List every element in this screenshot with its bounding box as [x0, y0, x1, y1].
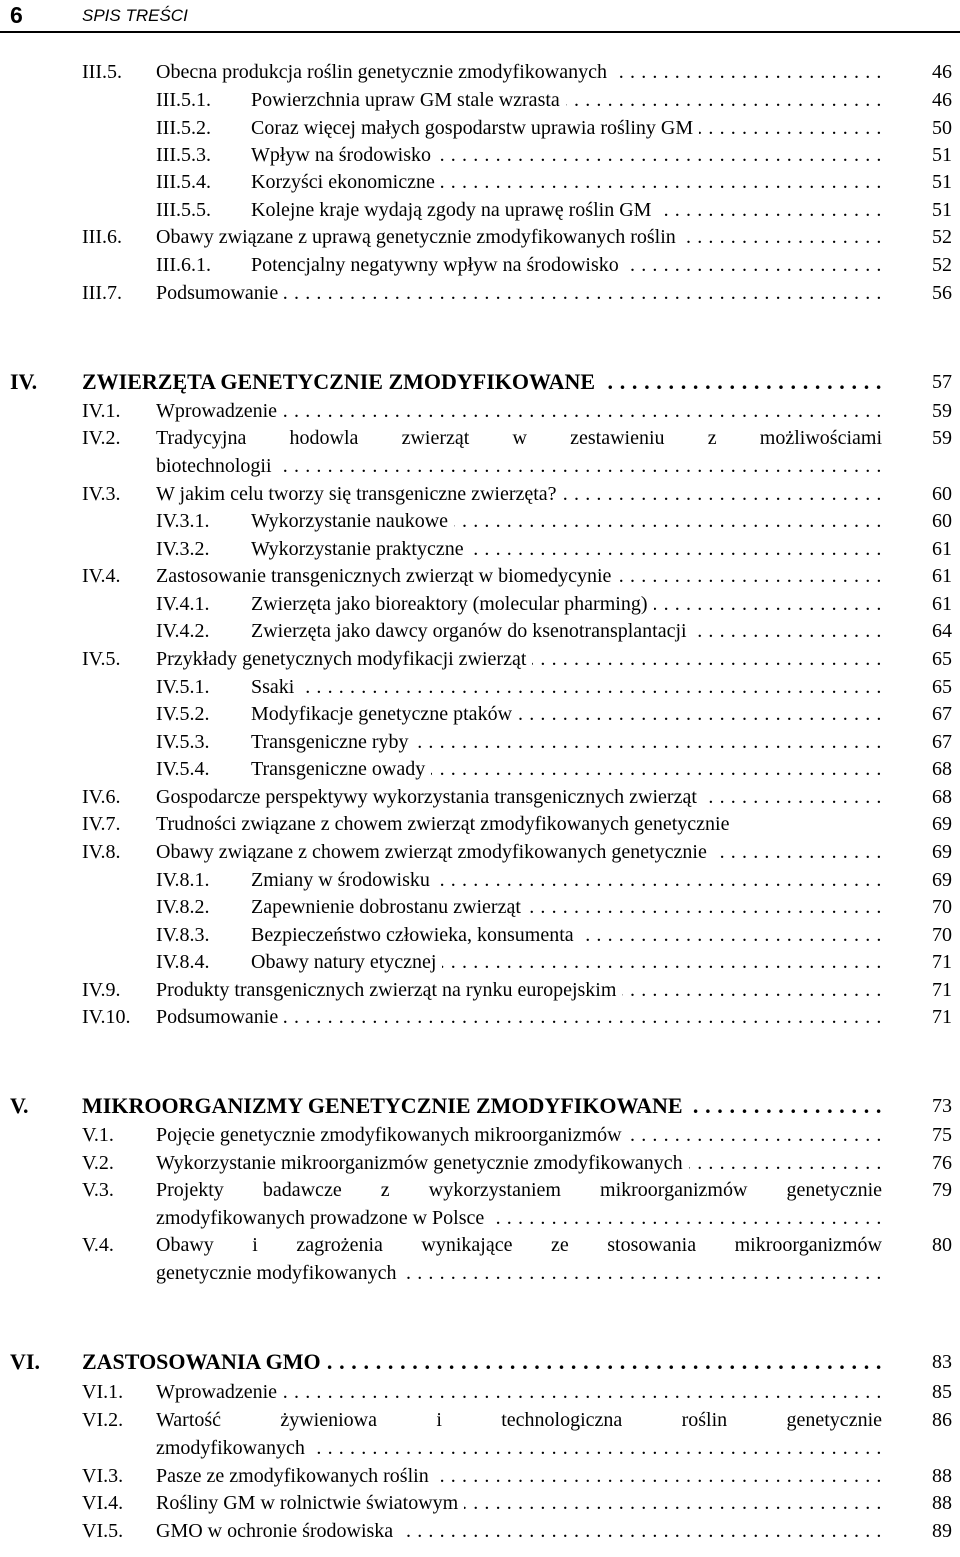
toc-entry-title	[156, 397, 882, 425]
toc-entry-title-text: Trudności związane z chowem zwierząt zmodyfikowanych genetycznie	[156, 813, 735, 835]
toc-entry[interactable]	[0, 562, 960, 590]
toc-entry[interactable]	[0, 480, 960, 508]
toc-entry-title	[251, 141, 882, 169]
toc-entry-title	[251, 251, 882, 279]
toc-entry-title	[156, 58, 882, 86]
toc-entry-title	[251, 673, 882, 701]
toc-entry-page: 71	[932, 1006, 952, 1028]
toc-entry-title-text: Podsumowanie	[156, 282, 284, 304]
toc-entry-title	[156, 1003, 882, 1031]
toc-entry-number: III.5.4.	[156, 171, 211, 193]
toc-entry-title-line1: Wartość żywieniowa i technologiczna roślin genetycznie	[156, 1409, 882, 1431]
toc-entry[interactable]	[0, 921, 960, 949]
toc-entry-title-text: Obawy związane z chowem zwierząt zmodyfikowanych genetycznie	[156, 841, 713, 863]
toc-entry[interactable]	[0, 728, 960, 756]
toc-entry-page: 67	[932, 731, 952, 753]
toc-entry-title	[156, 1204, 882, 1232]
toc-entry-title-text: zmodyfikowanych prowadzone w Polsce	[156, 1207, 490, 1229]
toc-entry-number: IV.2.	[82, 427, 121, 449]
toc-entry-page: 52	[932, 254, 952, 276]
toc-entry-title	[156, 452, 882, 480]
toc-entry-title-text: Powierzchnia upraw GM stale wzrasta	[251, 89, 566, 111]
page-number: 6	[10, 2, 23, 28]
toc-entry-number: IV.5.3.	[156, 731, 210, 753]
toc-entry-title-line1: Tradycyjna hodowla zwierząt w zestawieniu z możliwościami	[156, 427, 882, 449]
toc-entry-title	[156, 1462, 882, 1490]
toc-entry-number: IV.8.4.	[156, 951, 210, 973]
toc-entry-page: 88	[932, 1492, 952, 1514]
toc-entry-page: 76	[932, 1152, 952, 1174]
running-title: SPIS TREŚCI	[82, 6, 188, 25]
toc-entry-number: IV.3.1.	[156, 510, 210, 532]
toc-entry-number: VI.3.	[82, 1465, 124, 1487]
toc-entry-page: 65	[932, 648, 952, 670]
toc-entry-title-text: Obawy związane z uprawą genetycznie zmodyfikowanych roślin	[156, 226, 682, 248]
toc-entry-page: 89	[932, 1520, 952, 1542]
toc-entry-title	[82, 367, 882, 397]
toc-entry-title	[156, 838, 882, 866]
toc-entry-title-text: Gospodarcze perspektywy wykorzystania transgenicznych zwierząt	[156, 786, 703, 808]
toc-entry-number: IV.3.2.	[156, 538, 210, 560]
toc-entry-page: 75	[932, 1124, 952, 1146]
toc-entry-page: 70	[932, 924, 952, 946]
toc-entry-number: IV.1.	[82, 400, 121, 422]
toc-entry-title-text: Zastosowanie transgenicznych zwierząt w biomedycynie	[156, 565, 617, 587]
toc-entry-title-text: genetycznie modyfikowanych	[156, 1262, 402, 1284]
toc-entry-page: 83	[932, 1351, 952, 1373]
toc-entry-page: 57	[932, 371, 952, 393]
toc-entry-title-text: Kolejne kraje wydają zgody na uprawę roślin GM	[251, 199, 657, 221]
toc-entry-number: III.7.	[82, 282, 122, 304]
toc-entry-number: IV.4.	[82, 565, 121, 587]
toc-entry[interactable]	[0, 893, 960, 921]
toc-entry-title-text: Zapewnienie dobrostanu zwierząt	[251, 896, 527, 918]
toc-entry-title-text: Ssaki	[251, 676, 300, 698]
toc-entry-title-text: ZWIERZĘTA GENETYCZNIE ZMODYFIKOWANE	[82, 369, 601, 394]
toc-entry-number: VI.5.	[82, 1520, 124, 1542]
toc-entry[interactable]	[0, 1462, 960, 1490]
toc-entry-title	[156, 783, 882, 811]
toc-entry-page: 61	[932, 538, 952, 560]
toc-entry-title-text: Wprowadzenie	[156, 400, 283, 422]
toc-entry-title-text: ZASTOSOWANIA GMO	[82, 1349, 327, 1374]
toc-entry-title	[251, 196, 882, 224]
toc-entry[interactable]	[0, 700, 960, 728]
toc-entry-title-text: Zwierzęta jako bioreaktory (molecular pharming)	[251, 593, 654, 615]
toc-entry-title-text: Wykorzystanie mikroorganizmów genetycznie zmodyfikowanych	[156, 1152, 689, 1174]
toc-entry-number: VI.1.	[82, 1381, 124, 1403]
toc-entry-page: 51	[932, 199, 952, 221]
toc-entry-number: V.2.	[82, 1152, 114, 1174]
toc-entry-number: III.5.3.	[156, 144, 211, 166]
toc-entry-title-text: Potencjalny negatywny wpływ na środowisko	[251, 254, 625, 276]
toc-entry-page: 69	[932, 841, 952, 863]
toc-entry[interactable]	[0, 1149, 960, 1177]
toc-entry-page: 73	[932, 1095, 952, 1117]
toc-entry-title	[251, 921, 882, 949]
toc-entry-page: 69	[932, 813, 952, 835]
toc-entry-title	[251, 893, 882, 921]
toc-entry-number: III.5.5.	[156, 199, 211, 221]
toc-entry-page: 70	[932, 896, 952, 918]
toc-entry-title-text: GMO w ochronie środowiska	[156, 1520, 399, 1542]
toc-entry-title	[156, 976, 882, 1004]
toc-entry-page: 68	[932, 758, 952, 780]
toc-entry[interactable]	[0, 1003, 960, 1031]
toc-entry-number: IV.8.	[82, 841, 121, 863]
toc-entry-title-text: Wykorzystanie praktyczne	[251, 538, 470, 560]
toc-entry-number: IV.5.4.	[156, 758, 210, 780]
toc-entry[interactable]	[0, 1489, 960, 1517]
toc-entry[interactable]	[0, 948, 960, 976]
toc-entry[interactable]	[0, 1378, 960, 1406]
toc-entry-title-text: Modyfikacje genetyczne ptaków	[251, 703, 518, 725]
toc-entry[interactable]	[0, 86, 960, 114]
toc-entry-title-text: biotechnologii	[156, 455, 278, 477]
toc-entry-page: 46	[932, 61, 952, 83]
toc-entry-number: IV.10.	[82, 1006, 131, 1028]
toc-entry-title	[251, 590, 882, 618]
toc-entry[interactable]	[0, 590, 960, 618]
toc-entry-number: IV.4.1.	[156, 593, 210, 615]
toc-entry-page: 67	[932, 703, 952, 725]
toc-entry[interactable]	[0, 1347, 960, 1377]
toc-entry-title-text: Obawy natury etycznej	[251, 951, 442, 973]
toc-entry[interactable]	[0, 1121, 960, 1149]
toc-entry-title-text: Zmiany w środowisku	[251, 869, 436, 891]
toc-entry-number: IV.9.	[82, 979, 121, 1001]
toc-entry-title	[251, 507, 882, 535]
toc-entry[interactable]	[0, 279, 960, 307]
toc-entry[interactable]	[0, 1176, 960, 1232]
toc-entry-number: IV.3.	[82, 483, 121, 505]
toc-entry[interactable]	[0, 367, 960, 397]
toc-entry[interactable]	[0, 168, 960, 196]
toc-entry-title	[82, 1347, 882, 1377]
page-header	[0, 0, 960, 40]
toc-entry[interactable]	[0, 196, 960, 224]
toc-entry-title	[156, 1517, 882, 1545]
toc-entry-title-text: Transgeniczne owady	[251, 758, 431, 780]
toc-entry-page: 85	[932, 1381, 952, 1403]
toc-entry-title	[251, 866, 882, 894]
toc-entry-title	[156, 1259, 882, 1287]
toc-entry-page: 60	[932, 483, 952, 505]
toc-entry[interactable]	[0, 223, 960, 251]
toc-entry-number: IV.8.1.	[156, 869, 210, 891]
toc-entry-number: VI.	[10, 1349, 40, 1374]
toc-entry-title	[156, 223, 882, 251]
toc-entry-title	[251, 617, 882, 645]
toc-entry-title	[251, 86, 882, 114]
toc-entry-page: 88	[932, 1465, 952, 1487]
toc-entry-title-text: Wprowadzenie	[156, 1381, 283, 1403]
toc-entry-page: 51	[932, 171, 952, 193]
toc-entry-number: III.6.	[82, 226, 122, 248]
toc-entry-title	[251, 948, 882, 976]
toc-entry-page: 52	[932, 226, 952, 248]
toc-entry-number: V.3.	[82, 1179, 114, 1201]
toc-entry-title-text: Transgeniczne ryby	[251, 731, 415, 753]
toc-entry-title-text: Podsumowanie	[156, 1006, 284, 1028]
toc-entry-title	[156, 1434, 882, 1462]
toc-entry-number: V.4.	[82, 1234, 114, 1256]
toc-entry[interactable]	[0, 976, 960, 1004]
toc-entry-title-text: Wpływ na środowisko	[251, 144, 437, 166]
toc-entry[interactable]	[0, 755, 960, 783]
toc-entry-title	[156, 810, 882, 838]
toc-entry-number: III.5.	[82, 61, 122, 83]
toc-entry-page: 71	[932, 951, 952, 973]
toc-entry-number: IV.	[10, 369, 38, 394]
toc-entry[interactable]	[0, 251, 960, 279]
toc-entry-title	[156, 480, 882, 508]
toc-entry-number: VI.4.	[82, 1492, 124, 1514]
toc-entry-number: IV.6.	[82, 786, 121, 808]
toc-entry[interactable]	[0, 810, 960, 838]
toc-entry-title-text: W jakim celu tworzy się transgeniczne zwierzęta?	[156, 483, 563, 505]
toc-entry[interactable]	[0, 397, 960, 425]
toc-entry-number: IV.4.2.	[156, 620, 210, 642]
toc-entry-title-line1: Obawy i zagrożenia wynikające ze stosowania mikroorganizmów	[156, 1234, 882, 1256]
toc-entry[interactable]	[0, 866, 960, 894]
toc-entry[interactable]	[0, 507, 960, 535]
toc-entry-page: 68	[932, 786, 952, 808]
toc-entry[interactable]	[0, 673, 960, 701]
toc-entry-page: 61	[932, 593, 952, 615]
header-rule	[0, 31, 960, 33]
toc-entry-page: 56	[932, 282, 952, 304]
toc-entry-title	[251, 755, 882, 783]
toc-entry-title	[156, 1121, 882, 1149]
toc-entry-page: 46	[932, 89, 952, 111]
toc-entry-title	[251, 535, 882, 563]
toc-entry-number: III.5.1.	[156, 89, 211, 111]
toc-entry-page: 50	[932, 117, 952, 139]
toc-entry-number: IV.5.2.	[156, 703, 210, 725]
toc-entry-page: 71	[932, 979, 952, 1001]
toc-entry-title-text: zmodyfikowanych	[156, 1437, 311, 1459]
toc-entry[interactable]	[0, 424, 960, 480]
toc-entry-page: 65	[932, 676, 952, 698]
toc-entry[interactable]	[0, 1231, 960, 1287]
toc-entry-title-text: Pasze ze zmodyfikowanych roślin	[156, 1465, 435, 1487]
toc-entry-page: 51	[932, 144, 952, 166]
toc-entry-title-text: MIKROORGANIZMY GENETYCZNIE ZMODYFIKOWANE	[82, 1093, 689, 1118]
toc-entry[interactable]	[0, 783, 960, 811]
toc-entry-number: III.6.1.	[156, 254, 211, 276]
toc-entry-title-text: Zwierzęta jako dawcy organów do ksenotransplantacji	[251, 620, 693, 642]
toc-entry[interactable]	[0, 114, 960, 142]
toc-entry-title-text: Wykorzystanie naukowe	[251, 510, 454, 532]
toc-entry-page: 86	[932, 1409, 952, 1431]
toc-entry[interactable]	[0, 1406, 960, 1462]
toc-entry-title	[156, 279, 882, 307]
toc-entry-title	[251, 728, 882, 756]
toc-entry-title	[156, 1378, 882, 1406]
toc-entry-page: 80	[932, 1234, 952, 1256]
toc-entry-title	[251, 168, 882, 196]
toc-entry-title	[251, 700, 882, 728]
toc-entry-page: 59	[932, 400, 952, 422]
toc-entry-title	[82, 1091, 882, 1121]
toc-entry-page: 79	[932, 1179, 952, 1201]
toc-entry-number: IV.8.3.	[156, 924, 210, 946]
toc-entry-title-text: Bezpieczeństwo człowieka, konsumenta	[251, 924, 580, 946]
toc-entry[interactable]	[0, 617, 960, 645]
toc-entry[interactable]	[0, 1517, 960, 1545]
toc-entry-page: 69	[932, 869, 952, 891]
toc-entry[interactable]	[0, 1091, 960, 1121]
toc-entry-title-text: Pojęcie genetycznie zmodyfikowanych mikroorganizmów	[156, 1124, 628, 1146]
toc-entry-number: VI.2.	[82, 1409, 124, 1431]
toc-entry[interactable]	[0, 58, 960, 86]
toc-entry-title	[156, 645, 882, 673]
toc-entry-title-text: Coraz więcej małych gospodarstw uprawia rośliny GM	[251, 117, 699, 139]
toc-entry[interactable]	[0, 645, 960, 673]
toc-entry-title	[156, 1489, 882, 1517]
toc-entry-page: 59	[932, 427, 952, 449]
toc-entry[interactable]	[0, 838, 960, 866]
toc-entry-number: IV.8.2.	[156, 896, 210, 918]
toc-entry-title-line1: Projekty badawcze z wykorzystaniem mikroorganizmów genetycznie	[156, 1179, 882, 1201]
toc-entry-number: IV.5.1.	[156, 676, 210, 698]
toc-entry-page: 61	[932, 565, 952, 587]
toc-entry-title	[251, 114, 882, 142]
toc-entry-page: 64	[932, 620, 952, 642]
toc-entry-title-text: Korzyści ekonomiczne	[251, 171, 441, 193]
toc-entry[interactable]	[0, 141, 960, 169]
toc-entry-title-text: Rośliny GM w rolnictwie światowym	[156, 1492, 464, 1514]
toc-entry-number: V.1.	[82, 1124, 114, 1146]
toc-entry-page: 60	[932, 510, 952, 532]
toc-entry-title-text: Produkty transgenicznych zwierząt na rynku europejskim	[156, 979, 622, 1001]
toc-entry[interactable]	[0, 535, 960, 563]
toc-entry-number: IV.5.	[82, 648, 121, 670]
toc-entry-number: IV.7.	[82, 813, 121, 835]
toc-entry-title	[156, 1149, 882, 1177]
toc-entry-title-text: Przykłady genetycznych modyfikacji zwierząt	[156, 648, 532, 670]
toc-entry-title	[156, 562, 882, 590]
toc-entry-title-text: Obecna produkcja roślin genetycznie zmodyfikowanych	[156, 61, 613, 83]
toc-entry-number: V.	[10, 1093, 29, 1118]
toc-entry-number: III.5.2.	[156, 117, 211, 139]
